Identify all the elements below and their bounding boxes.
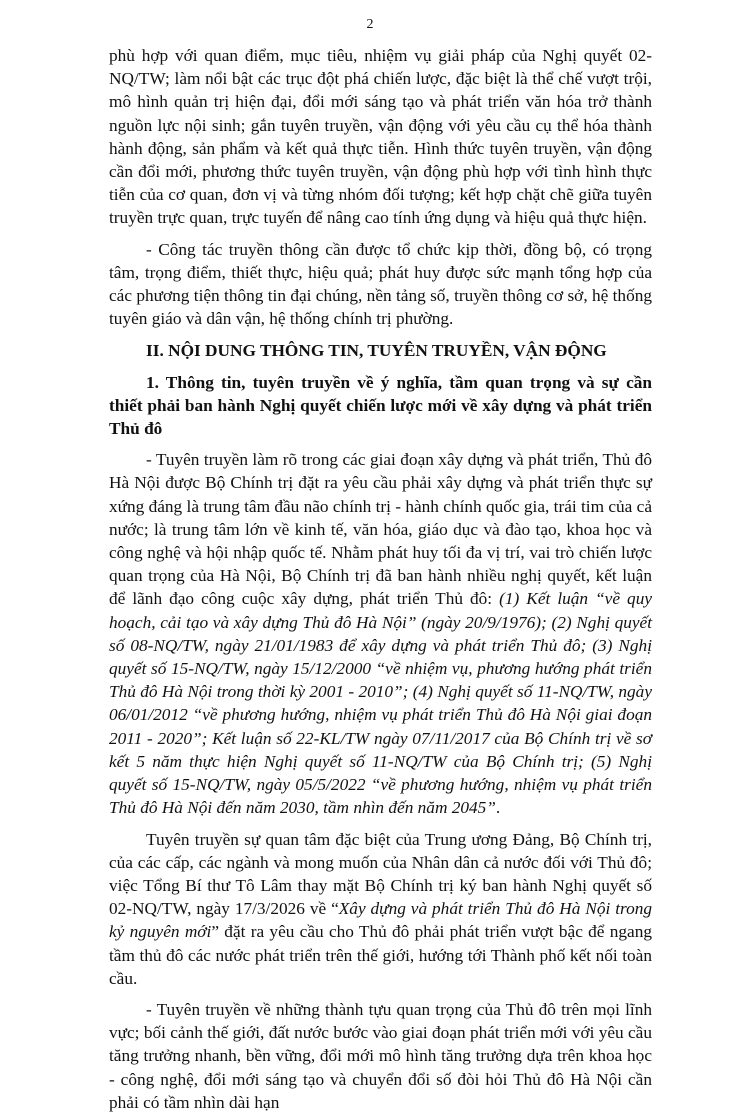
- paragraph-continuation: phù hợp với quan điểm, mục tiêu, nhiệm vụ giải pháp của Nghị quyết 02-NQ/TW; làm nổi bật các trục đột phá chiến lược, đặc biệt là thể chế vượt trội, mô hình quản trị hiện đại, đổi mới sáng tạo và phát triển văn hóa trở thành nguồn lực nội sinh; gắn tuyên truyền, vận động với yêu cầu cụ thể hóa thành hành động, sản phẩm và kết quả thực tiễn. Hình thức tuyên truyền, vận động cần đổi mới, phương thức tuyên truyền, vận động phù hợp với tình hình thực tiễn của cơ quan, đơn vị và từng nhóm đối tượng; kết hợp chặt chẽ giữa tuyên truyền trực quan, trực tuyến để nâng cao tính ứng dụng và hiệu quả thực hiện.: [109, 46, 652, 228]
- document-body: [109, 44, 652, 1114]
- resolution-text-a: Tuyên truyền sự quan tâm đặc biệt của Trung ương Đảng, Bộ Chính trị, của các cấp, các ngành và mong muốn của Nhân dân cả nước đối với Thủ đô; việc Tổng Bí thư Tô Lâm thay mặt Bộ Chính trị ký ban hành Nghị quyết số 02-NQ/TW, ngày 17/3/2026 về “: [109, 829, 652, 919]
- history-end: .: [495, 798, 501, 818]
- paragraph-achievements: - Tuyên truyền về những thành tựu quan trọng của Thủ đô trên mọi lĩnh vực; bối cảnh thế giới, đất nước bước vào giai đoạn phát triển mới với yêu cầu tăng trưởng nhanh, bền vững, đổi mới mô hình tăng trưởng dựa trên khoa học - công nghệ, đổi mới sáng tạo và chuyển đổi số đòi hỏi Thủ đô Hà Nội cần phải có tầm nhìn dài hạn: [109, 999, 652, 1112]
- section-heading: II. NỘI DUNG THÔNG TIN, TUYÊN TRUYỀN, VẬN ĐỘNG: [146, 341, 607, 361]
- paragraph-communication: - Công tác truyền thông cần được tổ chức kịp thời, đồng bộ, có trọng tâm, trọng điểm, thiết thực, hiệu quả; phát huy được sức mạnh tổng hợp của các phương tiện thông tin đại chúng, nền tảng số, truyền thông cơ sở, hệ thống tuyên giáo và dân vận, hệ thống chính trị phường.: [109, 239, 652, 329]
- resolutions-list: (1) Kết luận “về quy hoạch, cải tạo và xây dựng Thủ đô Hà Nội” (ngày 20/9/1976); (2) Nghị quyết số 08-NQ/TW, ngày 21/01/1983 để xây dựng và phát triển Thủ đô; (3) Nghị quyết số 15-NQ/TW, ngày 15/12/2000 “về nhiệm vụ, phương hướng phát triển Thủ đô Hà Nội trong thời kỳ 2001 - 2010”; (4) Nghị quyết số 11-NQ/TW, ngày 06/01/2012 “về phương hướng, nhiệm vụ phát triển Thủ đô Hà Nội giai đoạn 2011 - 2020”; Kết luận số 22-KL/TW ngày 07/11/2017 của Bộ Chính trị về sơ kết 5 năm thực hiện Nghị quyết số 11-NQ/TW của Bộ Chính trị; (5) Nghị quyết số 15-NQ/TW, ngày 05/5/2022 “về phương hướng, nhiệm vụ phát triển Thủ đô Hà Nội đến năm 2030, tầm nhìn đến năm 2045”: [109, 589, 653, 818]
- paragraph-resolution-02: [109, 828, 652, 990]
- page-number: 2: [366, 17, 374, 32]
- history-text: - Tuyên truyền làm rõ trong các giai đoạn xây dựng và phát triển, Thủ đô Hà Nội được Bộ Chính trị đặt ra yêu cầu phải xây dựng và phát triển thực sự xứng đáng là trung tâm đầu não chính trị - hành chính quốc gia, trái tim của cả nước; là trung tâm lớn về kinh tế, văn hóa, giáo dục và đào tạo, khoa học và công nghệ và hội nhập quốc tế. Nhằm phát huy tối đa vị trí, vai trò chiến lược quan trọng của Hà Nội, Bộ Chính trị đã ban hành nhiều nghị quyết, kết luận để lãnh đạo công cuộc xây dựng, phát triển Thủ đô:: [109, 450, 653, 609]
- paragraph-history: [109, 448, 652, 819]
- resolution-title: Xây dựng và phát triển Thủ đô Hà Nội trong kỷ nguyên mới: [109, 899, 652, 942]
- subsection-heading: 1. Thông tin, tuyên truyền về ý nghĩa, tầm quan trọng và sự cần thiết phải ban hành Nghị quyết chiến lược mới về xây dựng và phát triển Thủ đô: [109, 372, 652, 439]
- resolution-text-b: ” đặt ra yêu cầu cho Thủ đô phải phát triển vượt bậc để ngang tầm thủ đô các nước phát triển trên thế giới, hướng tới Thành phố kết nối toàn cầu.: [109, 922, 653, 988]
